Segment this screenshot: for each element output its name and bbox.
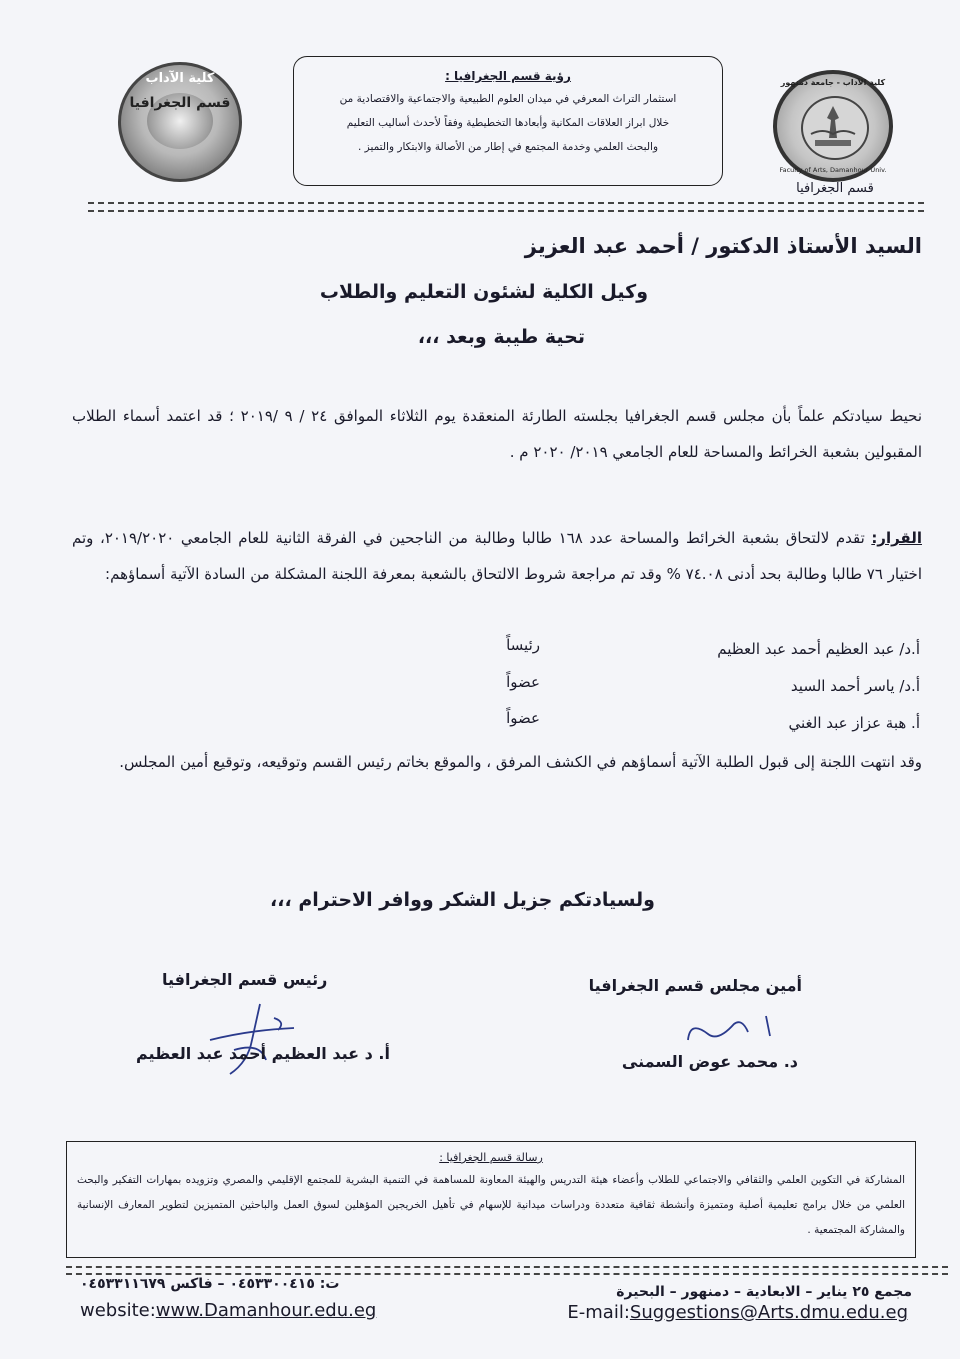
- decision-paragraph: [72, 520, 922, 592]
- committee-member-name: أ.د/ ياسر أحمد السيد: [790, 677, 920, 695]
- logo-right-top-text: كلية الآداب - جامعة دمنهور: [780, 78, 886, 87]
- vision-line-1: استثمار التراث المعرفي في ميدان العلوم الطبيعية والاجتماعية والاقتصادية من: [339, 93, 677, 105]
- committee-member-role: عضواً: [506, 709, 540, 727]
- header-divider: [88, 202, 924, 212]
- website-label: website:: [80, 1300, 156, 1321]
- greeting: تحية طيبة وبعد ،،،: [417, 326, 585, 348]
- decision-text: تقدم لالتحاق بشعبة الخرائط والمساحة عدد ١٦٨ طالبا وطالبة من الناجحين في الفرقة الثانية للعام الجامعي ٢٠١٩/٢٠٢٠، وتم اختيار ٧٦ طالبا وطالبة بحد أدنى ٧٤.٠٨ % وقد تم مراجعة شروط الالتحاق بالشعبة بمعرفة اللجنة المشكلة من السادة الآتية أسماؤهم:: [72, 529, 922, 583]
- mission-text: المشاركة في التكوين العلمي والثقافي والاجتماعي للطلاب وأعضاء هيئة التدريس والهيئة المعاونة للمساهمة في التنمية البشرية للمجتمع الإقليمي والمصري وتزويده بمهارات التفكير والبحث العلمي من خلال برامج تعليمية أصلية ومتميزة وأنشطة ثقافية متعددة ودراسات ميدانية للإسهام في تأهيل الخريجين المؤهلين لسوق العمل والباحثين المتميزين لتطوير المعارف الإنسانية والمشاركة المجتمعية .: [77, 1174, 905, 1236]
- website-link[interactable]: www.Damanhour.edu.eg: [155, 1300, 377, 1321]
- committee-member-role: عضواً: [506, 673, 540, 691]
- head-title: رئيس قسم الجغرافيا: [162, 970, 328, 989]
- intro-paragraph: نحيط سيادتكم علماً بأن مجلس قسم الجغرافيا بجلسته الطارئة المنعقدة يوم الثلاثاء الموافق ٢٤ / ٩ /٢٠١٩ ؛ قد اعتمد أسماء الطلاب المقبولين بشعبة الخرائط والمساحة للعام الجامعي ٢٠١٩/ ٢٠٢٠ م .: [72, 407, 922, 461]
- committee-member-name: أ. هبة عزاز عبد الغني: [788, 714, 920, 732]
- committee-member-name: أ.د/ عبد العظيم أحمد عبد العظيم: [717, 640, 920, 658]
- mission-title: رسالة قسم الجغرافيا :: [439, 1151, 543, 1164]
- head-name: أ. د عبد العظيم أحمد عبد العظيم: [136, 1044, 390, 1063]
- logo-left-top-text: كلية الآداب: [145, 71, 215, 86]
- email-link[interactable]: Suggestions@Arts.dmu.edu.eg: [629, 1302, 908, 1323]
- mission-box: [66, 1141, 916, 1258]
- vision-line-3: والبحث العلمي وخدمة المجتمع في إطار من الأصالة والابتكار والتميز .: [357, 141, 659, 153]
- logo-right-bottom-text: Faculty of Arts, Damanhour Univ.: [779, 166, 887, 174]
- footer-divider: [66, 1266, 948, 1275]
- addressee-title: وكيل الكلية لشئون التعليم والطلاب: [319, 281, 648, 303]
- committee-member-role: رئيساً: [506, 636, 540, 654]
- footer-website[interactable]: [80, 1300, 376, 1321]
- decision-label: القرار:: [871, 529, 922, 547]
- secretary-name: د. محمد عوض السمنى: [621, 1052, 798, 1071]
- secretary-title: أمين مجلس قسم الجغرافيا: [588, 976, 802, 995]
- faculty-of-arts-logo: [773, 70, 893, 182]
- footer-email[interactable]: [567, 1302, 908, 1323]
- vision-title: رؤية قسم الجغرافيا :: [445, 69, 571, 83]
- falcon-emblem-icon: [801, 96, 869, 160]
- footer-phone-fax: ت: ٠٤٥٣٣٠٠٤١٥ – فاكس ٠٤٥٣٣١١٦٧٩: [80, 1276, 340, 1292]
- head-signature: [190, 1000, 310, 1080]
- email-label: E-mail:: [567, 1302, 630, 1323]
- vision-box: [293, 56, 723, 186]
- addressee-name: السيد الأستاذ الدكتور / أحمد عبد العزيز: [524, 234, 922, 258]
- conclusion-paragraph: وقد انتهت اللجنة إلى قبول الطلبة الآتية أسماؤهم في الكشف المرفق ، والموقع بخاتم رئيس القسم وتوقيعه، وتوقيع أمين المجلس.: [119, 753, 922, 771]
- vision-line-2: خلال ابراز العلاقات المكانية وأبعادها التخطيطية وفقاً لأحدث أساليب التعليم: [346, 117, 670, 129]
- secretary-signature: [678, 1010, 788, 1052]
- footer-address: مجمع ٢٥ يناير – الابعادية – دمنهور – البحيرة: [616, 1284, 912, 1300]
- geography-dept-logo: [118, 62, 242, 182]
- logo-left-middle-text: قسم الجغرافيا: [129, 95, 231, 111]
- falcon-icon: [803, 98, 863, 154]
- closing-line: ولسيادتكم جزيل الشكر ووافر الاحترام ،،،: [270, 889, 655, 911]
- dept-caption: قسم الجغرافيا: [796, 181, 874, 196]
